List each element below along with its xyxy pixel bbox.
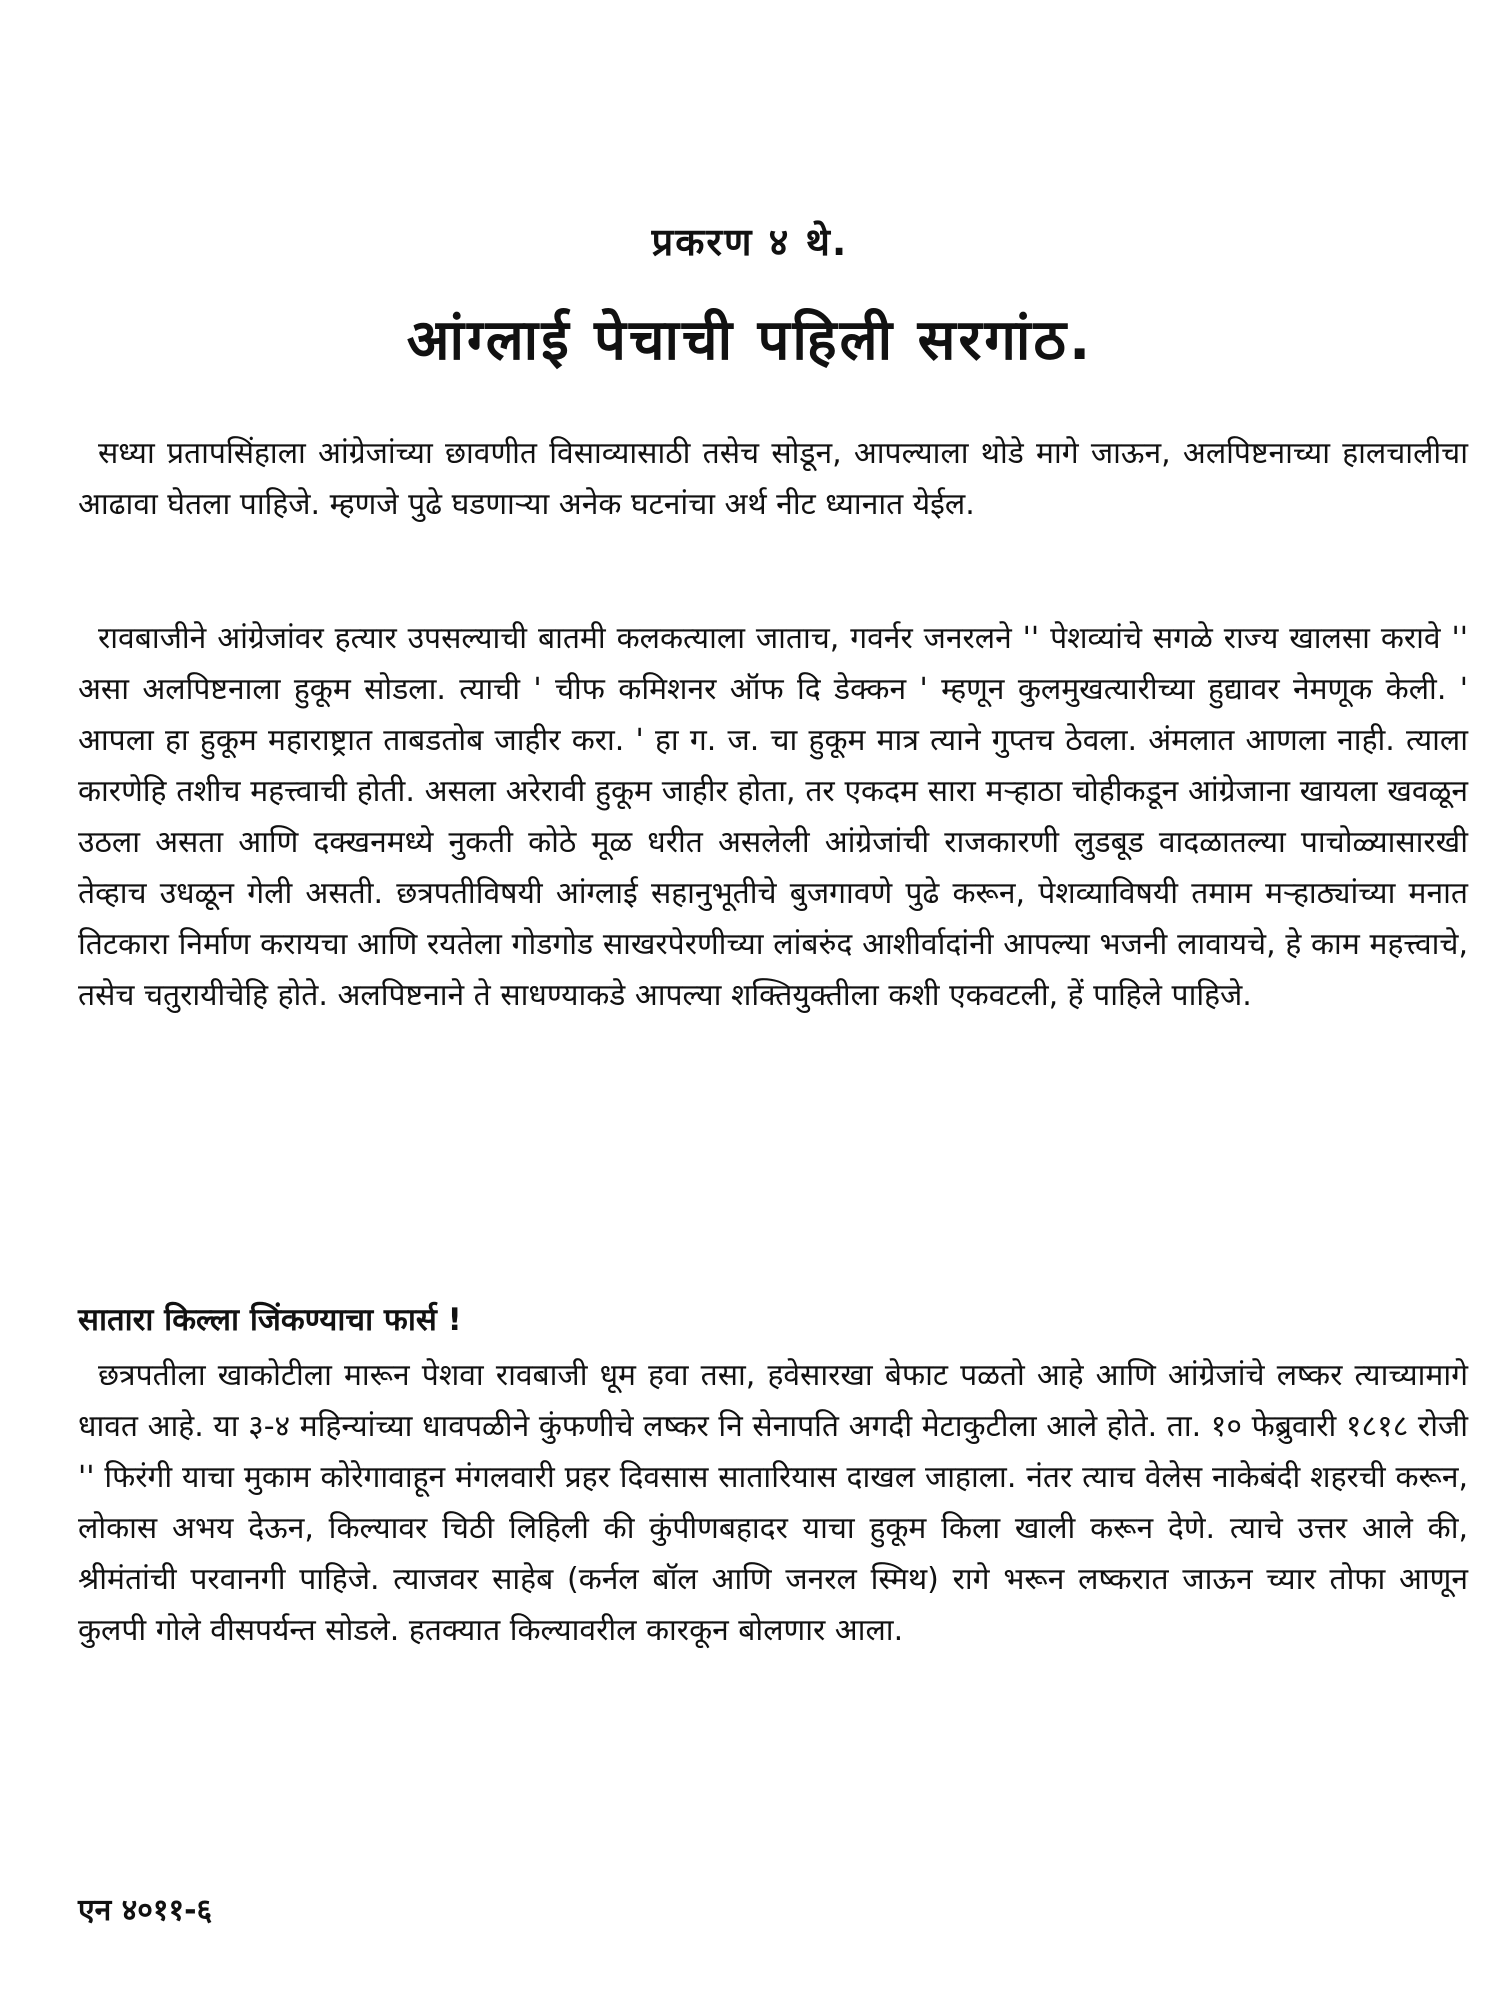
paragraph-intro: सध्या प्रतापसिंहाला आंग्रेजांच्या छावणीत विसाव्यासाठी तसेच सोडून, आपल्याला थोडे मागे जाऊन, अलपिष्टनाच्या हालचालीचा आढावा घेतला पाहिजे. म्हणजे पुढे घडणाऱ्या अनेक घटनांचा अर्थ नीट ध्यानात येईल. xyxy=(78,436,1468,522)
paragraph-elphinstone: रावबाजीने आंग्रेजांवर हत्यार उपसल्याची बातमी कलकत्याला जाताच, गवर्नर जनरलने '' पेशव्यांचे सगळे राज्य खालसा करावे '' असा अलपिष्टनाला हुकूम सोडला. त्याची ' चीफ कमिशनर ऑफ दि डेक्कन ' म्हणून कुलमुखत्यारीच्या हुद्यावर नेमणूक केली. ' आपला हा हुकूम महाराष्ट्रात ताबडतोब जाहीर करा. ' हा ग. ज. चा हुकूम मात्र त्याने गुप्तच ठेवला. अंमलात आणला नाही. त्याला कारणेहि तशीच महत्त्वाची होती. असला अरेरावी हुकूम जाहीर होता, तर एकदम सारा मऱ्हाठा चोहीकडून आंग्रेजाना खायला खवळून उठला असता आणि दक्खनमध्ये नुकती कोठे मूळ धरीत असलेली आंग्रेजांची राजकारणी लुडबूड वादळातल्या पाचोळ्यासारखी तेव्हाच उधळून गेली असती. छत्रपतीविषयी आंग्लाई सहानुभूतीचे बुजगावणे पुढे करून, पेशव्याविषयी तमाम मऱ्हाठ्यांच्या मनात तिटकारा निर्माण करायचा आणि रयतेला गोडगोड साखरपेरणीच्या लांबरुंद आशीर्वादांनी आपल्या भजनी लावायचे, हे काम महत्त्वाचे, तसेच चतुरायीचेहि होते. अलपिष्टनाने ते साधण्याकडे आपल्या शक्तियुक्तीला कशी एकवटली, हें पाहिले पाहिजे. xyxy=(78,621,1468,1013)
paragraph-satara: छत्रपतीला खाकोटीला मारून पेशवा रावबाजी धूम हवा तसा, हवेसारखा बेफाट पळतो आहे आणि आंग्रेजांचे लष्कर त्याच्यामागे धावत आहे. या ३-४ महिन्यांच्या धावपळीने कुंफणीचे लष्कर नि सेनापति अगदी मेटाकुटीला आले होते. ता. १० फेब्रुवारी १८१८ रोजी '' फिरंगी याचा मुकाम कोरेगावाहून मंगलवारी प्रहर दिवसास सातारियास दाखल जाहाला. नंतर त्याच वेलेस नाकेबंदी शहरची करून, लोकास अभय देऊन, किल्यावर चिठी लिहिली की कुंपीणबहादर याचा हुकूम किला खाली करून देणे. त्याचे उत्तर आले की, श्रीमंतांची परवानगी पाहिजे. त्याजवर साहेब (कर्नल बॉल आणि जनरल स्मिथ) रागे भरून लष्करात जाऊन च्यार तोफा आणून कुलपी गोले वीसपर्यन्त सोडले. हतक्यात किल्यावरील कारकून बोलणार आला. xyxy=(78,1358,1468,1648)
chapter-title: आंग्लाई पेचाची पहिली सरगांठ. xyxy=(406,308,1094,373)
chapter-label: प्रकरण ४ थे. xyxy=(651,220,849,264)
section-heading: सातारा किल्ला जिंकण्याचा फार्स ! xyxy=(78,1302,462,1338)
footer-code: एन ४०११-६ xyxy=(78,1893,213,1928)
